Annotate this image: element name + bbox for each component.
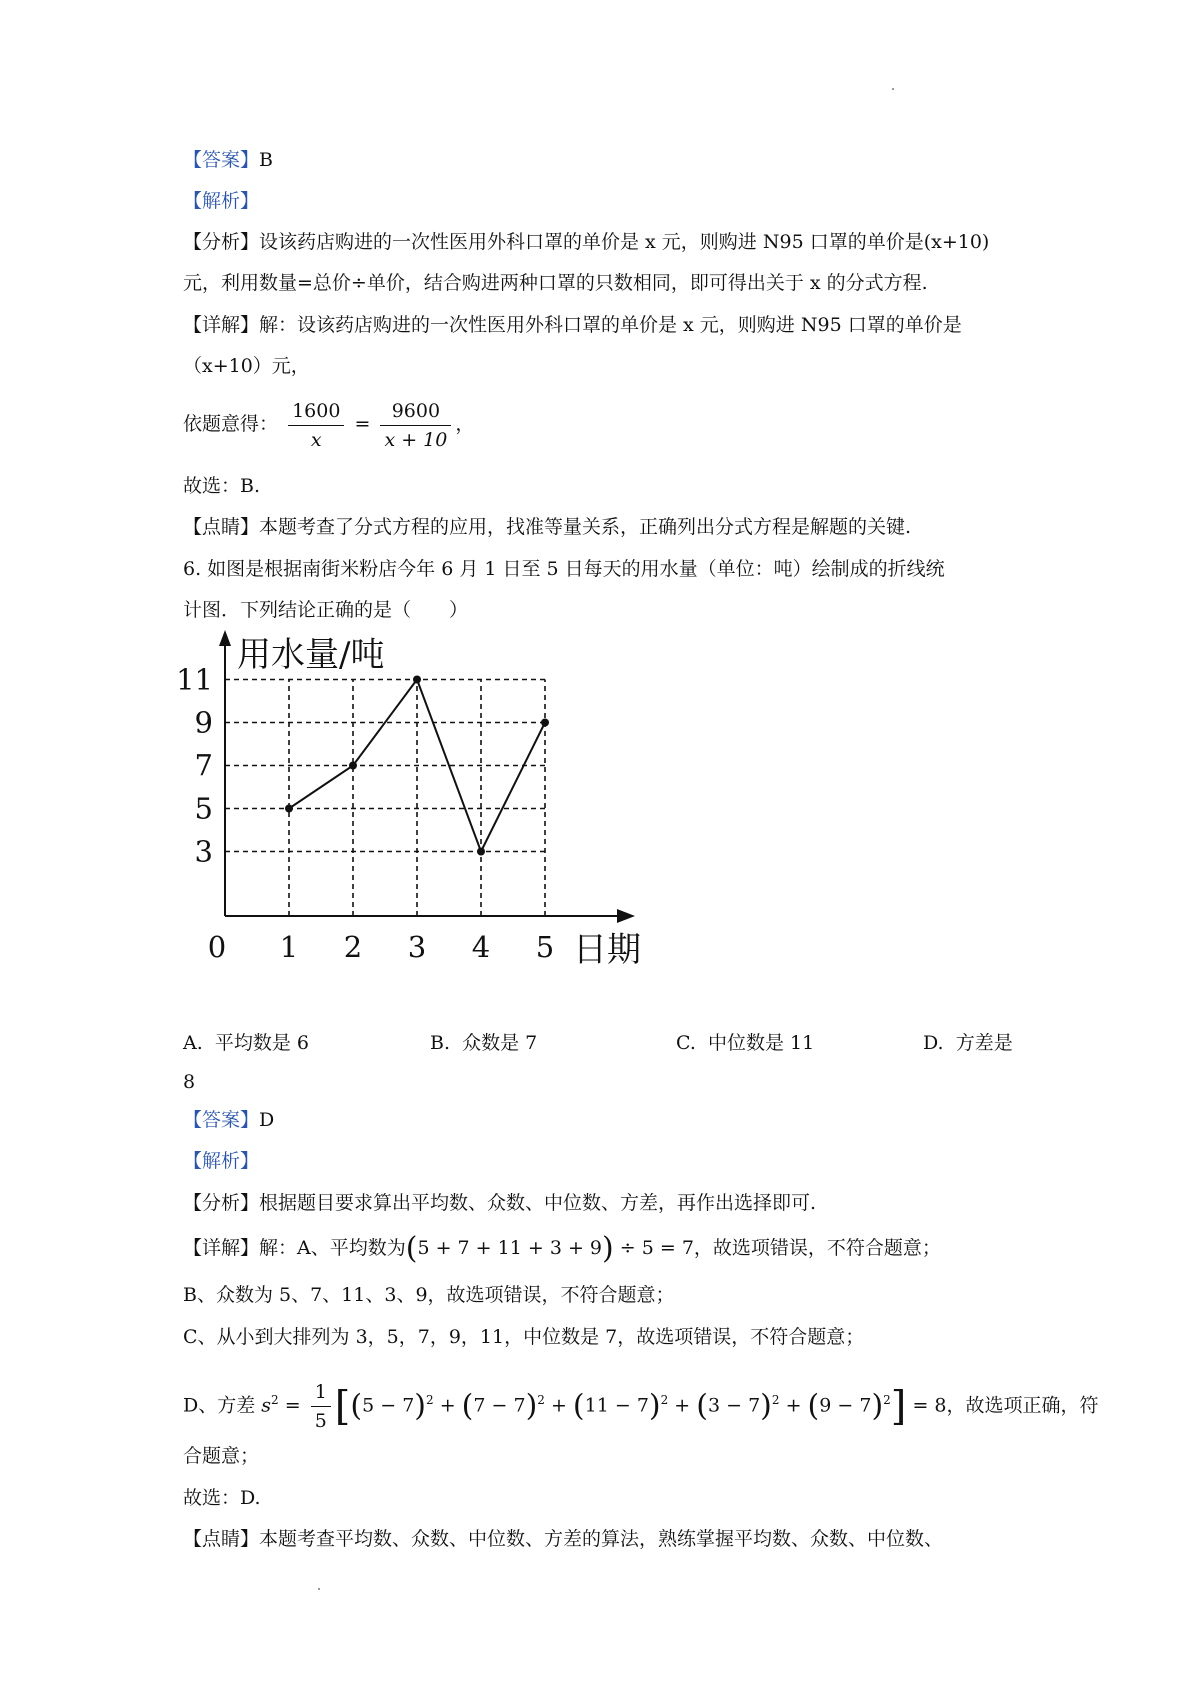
- variance-term-4: 3 − 7: [707, 1394, 761, 1417]
- data-point: [349, 762, 357, 770]
- y-tick-label: 11: [176, 662, 213, 697]
- detail-a-prefix: 解：A、平均数为: [259, 1237, 406, 1259]
- d-prefix: D、方差: [183, 1394, 262, 1417]
- y-tick-label: 9: [194, 705, 213, 740]
- question-line-2: 计图．下列结论正确的是（ ）: [183, 599, 469, 621]
- equation-prefix: 依题意得：: [183, 413, 279, 435]
- equation-suffix: ，: [455, 413, 475, 435]
- option-text: 方差是: [955, 1032, 1013, 1054]
- choose-line: 故选：B.: [183, 475, 261, 497]
- option-text: 平均数是 6: [214, 1032, 309, 1054]
- variance-fraction: [311, 1381, 331, 1432]
- scan-speck: [318, 1588, 320, 1590]
- left-numerator: 1600: [288, 400, 344, 426]
- y-tick-label: 7: [194, 748, 213, 783]
- option-d-wrap: 8: [183, 1071, 196, 1093]
- data-point: [413, 676, 421, 684]
- y-axis-title: 用水量/吨: [237, 635, 385, 675]
- fraction-numerator: 1: [311, 1381, 331, 1407]
- dianjing-line-2: [183, 1526, 943, 1552]
- equation-right-fraction: [380, 400, 451, 451]
- x-tick-label: 4: [471, 930, 491, 964]
- equation-left-fraction: [288, 400, 344, 451]
- equation-line: [183, 392, 474, 456]
- answer-value: D: [259, 1109, 275, 1131]
- mean-expression: 5 + 7 + 11 + 3 + 9: [417, 1237, 602, 1259]
- y-axis-arrow: [219, 630, 231, 646]
- answer-value: B: [259, 149, 273, 171]
- dianjing-text: 本题考查平均数、众数、中位数、方差的算法，熟练掌握平均数、众数、中位数、: [259, 1528, 944, 1550]
- fenxi-line-b: [183, 1190, 816, 1216]
- variance-term-5: 9 − 7: [819, 1394, 872, 1417]
- question-line-1: 6. 如图是根据南街米粉店今年 6 月 1 日至 5 日每天的用水量（单位：吨）绘制成的折线统: [183, 558, 945, 580]
- y-tick-label: 5: [194, 791, 213, 826]
- fraction-denominator: 5: [314, 1409, 327, 1432]
- option-letter: B.: [430, 1032, 451, 1054]
- detail-text-1: 解：设该药店购进的一次性医用外科口罩的单价是 x 元，则购进 N95 口罩的单价是: [259, 314, 962, 336]
- x-tick-label: 1: [279, 930, 299, 964]
- data-point: [477, 848, 485, 856]
- option-letter: A.: [183, 1032, 203, 1054]
- x-tick-label: 2: [343, 930, 363, 964]
- data-point: [285, 805, 293, 813]
- equation-equals: =: [354, 413, 371, 435]
- fenxi-text-1: 设该药店购进的一次性医用外科口罩的单价是 x 元，则购进 N95 口罩的单价是(x+10): [259, 231, 990, 253]
- x-axis-arrow: [617, 909, 635, 923]
- origin-label: 0: [207, 930, 227, 964]
- option-letter: C.: [676, 1032, 696, 1054]
- fenxi-line-1: [183, 229, 989, 255]
- variance-term-1: 5 − 7: [362, 1394, 415, 1417]
- answer-line: [183, 147, 273, 173]
- detail-a-suffix: ，故选项错误，不符合题意；: [693, 1237, 941, 1259]
- detail-line-d: D、方差 $s^2$ = $\frac{1}{5}$ $[(5 - 7)^2 + (7 - 7)^2 + (11 - 7)^2 + (3 - 7)^2 + (9 - 7)^2] = 8$，故选项正确，符: [183, 1380, 1099, 1432]
- dianjing-tag: 【点睛】: [183, 516, 260, 538]
- water-usage-line-chart: [175, 630, 655, 970]
- choose-line-2: 故选：D.: [183, 1487, 261, 1509]
- variance-exponent: 2: [271, 1393, 279, 1407]
- detail-line-b: B、众数为 5、7、11、3、9，故选项错误，不符合题意；: [183, 1284, 675, 1306]
- option-b: [430, 1030, 537, 1056]
- option-d: [923, 1030, 1013, 1056]
- answer-line-2: [183, 1107, 274, 1133]
- detail-tag: 【详解】: [183, 1237, 260, 1259]
- dianjing-tag: 【点睛】: [183, 1528, 260, 1550]
- detail-line-c: C、从小到大排列为 3，5，7，9，11，中位数是 7，故选项错误，不符合题意；: [183, 1326, 865, 1348]
- right-numerator: 9600: [380, 400, 451, 426]
- dianjing-text: 本题考查了分式方程的应用，找准等量关系，正确列出分式方程是解题的关键.: [259, 516, 912, 538]
- right-denominator: x + 10: [384, 428, 448, 451]
- scan-speck: [892, 88, 894, 90]
- variance-symbol: s: [261, 1394, 272, 1417]
- fenxi-tag: 【分析】: [183, 1192, 260, 1214]
- variance-result: = 8: [912, 1394, 947, 1417]
- option-a: [183, 1030, 309, 1056]
- variance-term-2: 7 − 7: [473, 1394, 526, 1417]
- option-text: 中位数是 11: [708, 1032, 815, 1054]
- left-denominator: x: [310, 428, 322, 451]
- mean-result: ÷ 5 = 7: [619, 1237, 694, 1259]
- variance-term-3: 11 − 7: [584, 1394, 649, 1417]
- detail-tag: 【详解】: [183, 314, 260, 336]
- option-c: [676, 1030, 814, 1056]
- detail-line-1: [183, 312, 962, 338]
- detail-line-d-wrap: 合题意；: [183, 1445, 260, 1467]
- answer-tag: 【答案】: [183, 1109, 260, 1131]
- fenxi-tag: 【分析】: [183, 231, 260, 253]
- analysis-tag: 【解析】: [183, 190, 260, 212]
- option-text: 众数是 7: [462, 1032, 538, 1054]
- fenxi-line-2: 元，利用数量=总价÷单价，结合购进两种口罩的只数相同，即可得出关于 x 的分式方程.: [183, 272, 928, 294]
- x-tick-label: 5: [535, 930, 555, 964]
- option-letter: D.: [923, 1032, 944, 1054]
- y-tick-label: 3: [194, 834, 213, 869]
- x-axis-title: 日期: [573, 930, 641, 970]
- dianjing-line: [183, 514, 911, 540]
- data-point: [541, 719, 549, 727]
- x-tick-label: 3: [407, 930, 427, 964]
- fenxi-text: 根据题目要求算出平均数、众数、中位数、方差，再作出选择即可.: [259, 1192, 817, 1214]
- detail-line-a: 【详解】解：A、平均数为(5 + 7 + 11 + 3 + 9) ÷ 5 = 7，故选项错误，不符合题意；: [183, 1231, 941, 1266]
- answer-tag: 【答案】: [183, 149, 260, 171]
- d-suffix: ，故选项正确，符: [946, 1394, 1099, 1417]
- detail-line-2: （x+10）元，: [183, 355, 310, 377]
- analysis-tag-2: 【解析】: [183, 1150, 260, 1172]
- d-equals: =: [278, 1394, 307, 1417]
